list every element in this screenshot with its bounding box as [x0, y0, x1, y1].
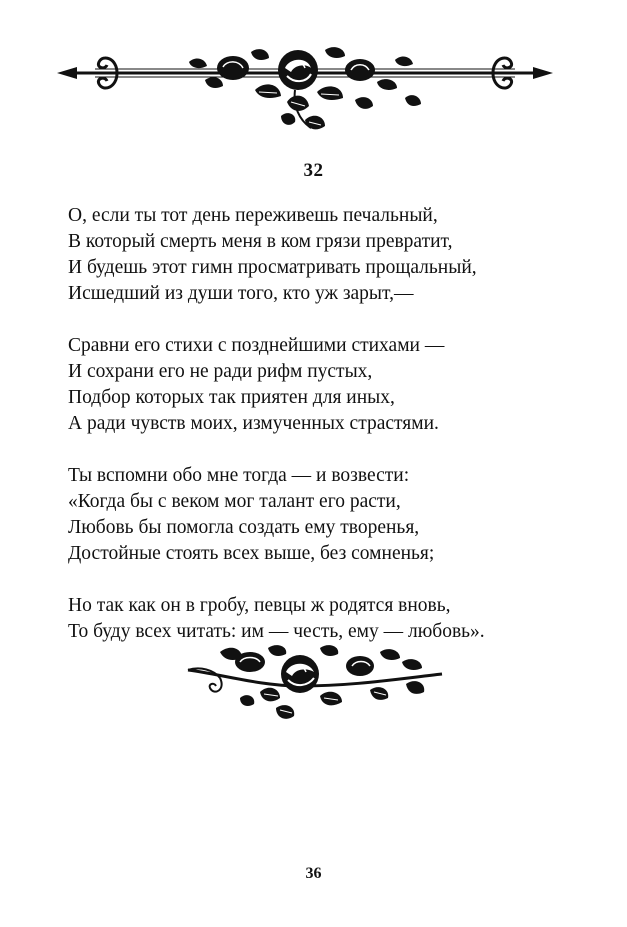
stanza-4 [68, 593, 568, 645]
poem-line: О, если ты тот день переживешь печальный, [68, 205, 438, 226]
poem-line: А ради чувств моих, измученных страстями. [68, 413, 439, 434]
page-number: 36 [305, 865, 322, 882]
poem-line: То буду всех читать: им — честь, ему — любовь». [68, 621, 485, 642]
stanza-3 [68, 463, 568, 567]
rose-branch-ornament-icon [180, 640, 450, 730]
poem-line: В который смерть меня в ком грязи превратит, [68, 231, 453, 252]
stanza-2 [68, 333, 568, 437]
poem-line: И сохрани его не ради рифм пустых, [68, 361, 373, 382]
poem-body [68, 203, 568, 671]
poem-line: Любовь бы помогла создать ему творенья, [68, 517, 420, 538]
poem-line: «Когда бы с веком мог талант его расти, [68, 491, 401, 512]
poem-line: Но так как он в гробу, певцы ж родятся вновь, [68, 595, 451, 616]
poem-line: И будешь этот гимн просматривать прощальный, [68, 257, 477, 278]
poem-line: Сравни его стихи с позднейшими стихами — [68, 335, 445, 356]
rose-scroll-ornament-icon [55, 40, 555, 140]
poem-line: Достойные стоять всех выше, без сомненья; [68, 543, 435, 564]
poem-line: Исшедший из души того, кто уж зарыт,— [68, 283, 414, 304]
sonnet-number: 32 [303, 160, 324, 181]
poem-line: Ты вспомни обо мне тогда — и возвести: [68, 465, 410, 486]
stanza-1 [68, 203, 568, 307]
poem-line: Подбор которых так приятен для иных, [68, 387, 395, 408]
